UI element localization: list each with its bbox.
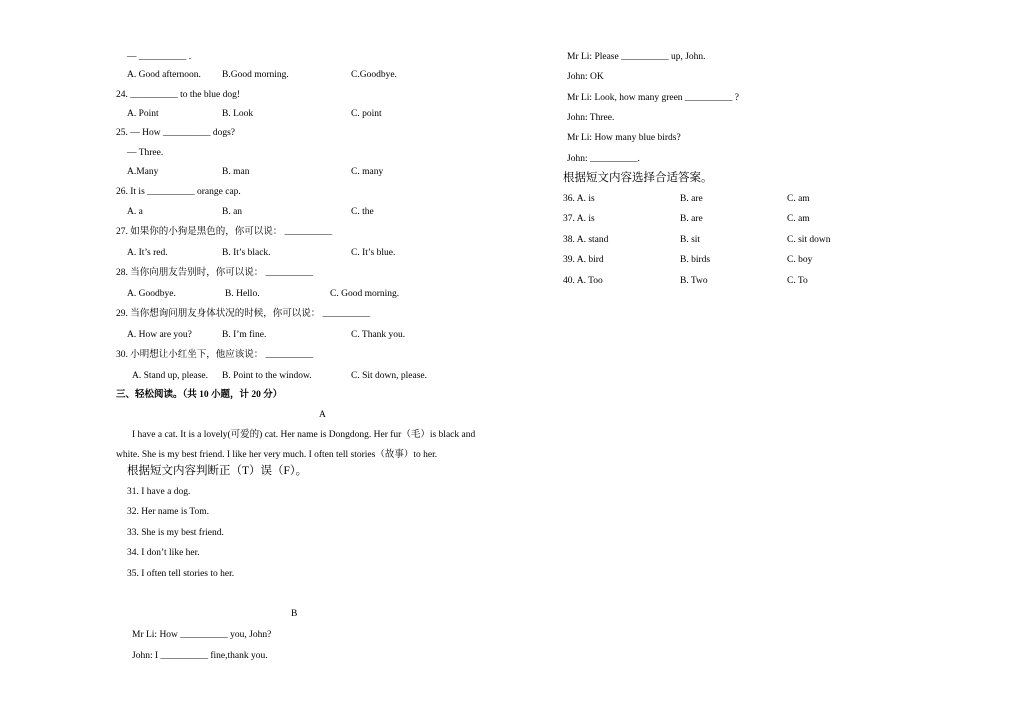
q32-statement: 32. Her name is Tom. xyxy=(127,507,210,517)
q25-question: 25. — How __________ dogs? xyxy=(116,128,236,138)
right-dialog-2: John: OK xyxy=(567,72,604,82)
q26-option-a: A. a xyxy=(127,207,143,217)
right-dialog-3: Mr Li: Look, how many green __________ ? xyxy=(567,93,740,103)
section-three-heading: 三、轻松阅读。（共 10 小题，计 20 分） xyxy=(116,390,283,400)
q23-answer-blank: — __________ . xyxy=(127,52,192,62)
q28-option-c: C. Good morning. xyxy=(330,289,400,299)
q27-option-a: A. It’s red. xyxy=(127,248,168,258)
q40-option-c: C. To xyxy=(787,276,808,286)
q40-option-a: 40. A. Too xyxy=(563,276,603,286)
right-dialog-4: John: Three. xyxy=(567,113,615,123)
q28-question: 28. 当你向朋友告别时，你可以说： __________ xyxy=(116,268,314,278)
q39-option-c: C. boy xyxy=(787,255,813,265)
passage-b-label: B xyxy=(291,609,298,619)
passage-a-label: A xyxy=(319,410,326,420)
q30-option-b: B. Point to the window. xyxy=(222,371,312,381)
q29-option-c: C. Thank you. xyxy=(351,330,406,340)
q33-statement: 33. She is my best friend. xyxy=(127,528,224,538)
q34-statement: 34. I don’t like her. xyxy=(127,548,200,558)
q30-option-a: A. Stand up, please. xyxy=(132,371,208,381)
q23-option-b: B.Good morning. xyxy=(222,70,289,80)
q28-option-b: B. Hello. xyxy=(225,289,260,299)
q37-option-a: 37. A. is xyxy=(563,214,595,224)
right-dialog-5: Mr Li: How many blue birds? xyxy=(567,133,681,143)
q23-option-c: C.Goodbye. xyxy=(351,70,397,80)
q29-question: 29. 当你想询问朋友身体状况的时候，你可以说： __________ xyxy=(116,309,371,319)
right-dialog-6: John: __________. xyxy=(567,154,640,164)
passage-a-line-2: white. She is my best friend. I like her very much. I often tell stories（故事）to her. xyxy=(116,450,438,460)
q27-option-b: B. It’s black. xyxy=(222,248,271,258)
q40-option-b: B. Two xyxy=(680,276,708,286)
q29-option-a: A. How are you? xyxy=(127,330,192,340)
q24-option-b: B. Look xyxy=(222,109,254,119)
right-dialog-1: Mr Li: Please __________ up, John. xyxy=(567,52,706,62)
q38-option-b: B. sit xyxy=(680,235,701,245)
q36-option-b: B. are xyxy=(680,194,703,204)
q25-option-a: A.Many xyxy=(127,167,159,177)
passage-b-dialog-2: John: I __________ fine,thank you. xyxy=(132,651,268,661)
q26-option-b: B. an xyxy=(222,207,243,217)
true-false-instruction: 根据短文内容判断正（T）误（F）。 xyxy=(127,465,308,477)
q37-option-c: C. am xyxy=(787,214,810,224)
q29-option-b: B. I’m fine. xyxy=(222,330,267,340)
q39-option-a: 39. A. bird xyxy=(563,255,604,265)
q30-option-c: C. Sit down, please. xyxy=(351,371,427,381)
q28-option-a: A. Goodbye. xyxy=(127,289,176,299)
q31-statement: 31. I have a dog. xyxy=(127,487,191,497)
q38-option-a: 38. A. stand xyxy=(563,235,609,245)
q24-option-a: A. Point xyxy=(127,109,159,119)
q36-option-c: C. am xyxy=(787,194,810,204)
q39-option-b: B. birds xyxy=(680,255,711,265)
q36-option-a: 36. A. is xyxy=(563,194,595,204)
passage-b-dialog-1: Mr Li: How __________ you, John? xyxy=(132,630,272,640)
q38-option-c: C. sit down xyxy=(787,235,831,245)
q25-reply: — Three. xyxy=(127,148,164,158)
choose-instruction: 根据短文内容选择合适答案。 xyxy=(563,172,713,184)
q27-option-c: C. It’s blue. xyxy=(351,248,396,258)
q37-option-b: B. are xyxy=(680,214,703,224)
q27-question: 27. 如果你的小狗是黑色的，你可以说： __________ xyxy=(116,227,333,237)
q26-question: 26. It is __________ orange cap. xyxy=(116,187,241,197)
q25-option-c: C. many xyxy=(351,167,384,177)
q35-statement: 35. I often tell stories to her. xyxy=(127,569,235,579)
q26-option-c: C. the xyxy=(351,207,374,217)
q24-option-c: C. point xyxy=(351,109,382,119)
q23-option-a: A. Good afternoon. xyxy=(127,70,201,80)
q24-question: 24. __________ to the blue dog! xyxy=(116,90,241,100)
q30-question: 30. 小明想让小红坐下，他应该说： __________ xyxy=(116,350,314,360)
passage-a-line-1: I have a cat. It is a lovely(可爱的) cat. Her name is Dongdong. Her fur（毛）is black and xyxy=(132,430,476,440)
q25-option-b: B. man xyxy=(222,167,250,177)
